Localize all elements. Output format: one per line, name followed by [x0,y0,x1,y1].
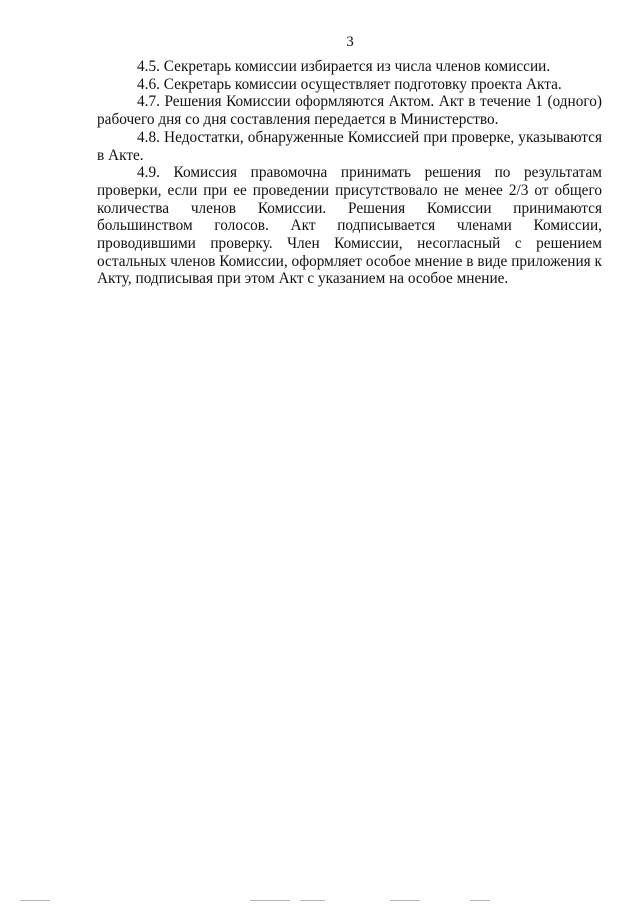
document-body [97,58,602,288]
scan-edge-artifact [0,898,640,905]
page-number: 3 [346,34,354,50]
paragraph-4-5: 4.5. Секретарь комиссии избирается из числа членов комиссии. [137,58,551,75]
paragraph-4-9: 4.9. Комиссия правомочна принимать решения по результатам проверки, если при ее проведении присутствовало не менее 2/3 от общего количества членов Комиссии. Решения Комиссии принимаются большинством голосов. Акт подписывается членами Комиссии, проводившими проверку. Член Комиссии, несогласный с решением остальных членов Комиссии, оформляет особое мнение в виде приложения к Акту, подписывая при этом Акт с указанием на особое мнение. [97,164,602,288]
paragraph-4-7: 4.7. Решения Комиссии оформляются Актом. Акт в течение 1 (одного) рабочего дня со дня составления передается в Министерство. [97,93,602,129]
paragraph-4-8: 4.8. Недостатки, обнаруженные Комиссией при проверке, указываются в Акте. [97,128,602,164]
paragraph-4-6: 4.6. Секретарь комиссии осуществляет подготовку проекта Акта. [137,75,562,93]
